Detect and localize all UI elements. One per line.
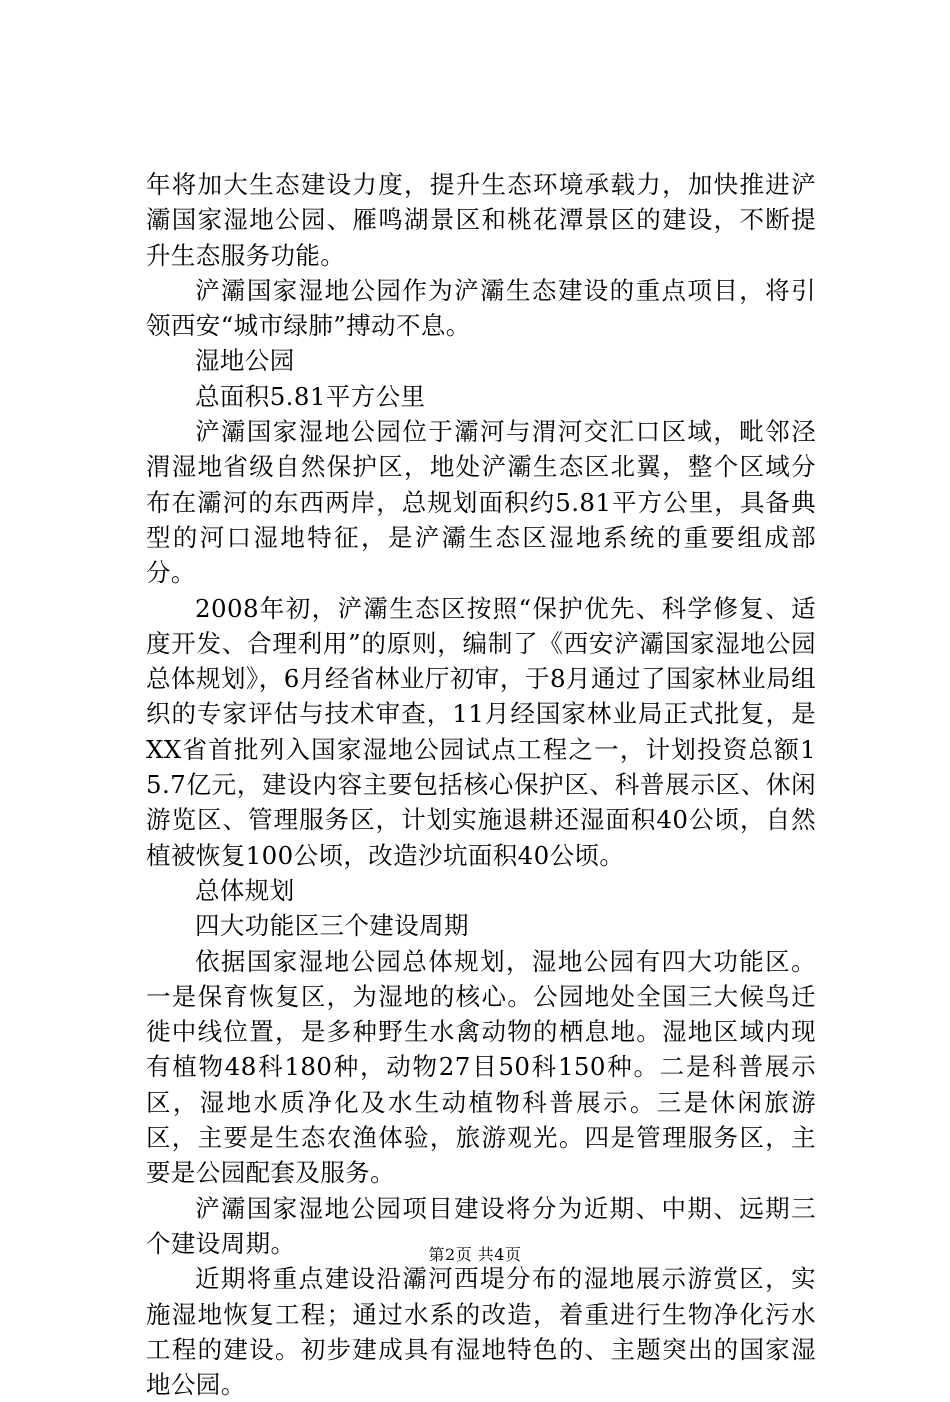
subheading-four-zones: 四大功能区三个建设周期 (195, 911, 469, 941)
page-footer: 第2页 共4页 (428, 1245, 522, 1264)
paragraph-near-term: 近期将重点建设沿灞河西堤分布的湿地展示游赏区，实施湿地恢复工程；通过水系的改造，着重进行生物净化污水工程的建设。初步建成具有湿地特色的、主题突出的国家湿地公园。 (146, 1264, 816, 1400)
paragraph-1: 年将加大生态建设力度，提升生态环境承载力，加快推进浐灞国家湿地公园、雁鸣湖景区和桃花潭景区的建设，不断提升生态服务功能。 (146, 170, 816, 270)
paragraph-2: 浐灞国家湿地公园作为浐灞生态建设的重点项目，将引领西安“城市绿肺”搏动不息。 (146, 275, 816, 341)
body-text (146, 167, 816, 1402)
paragraph-planning-history: 2008年初，浐灞生态区按照“保护优先、科学修复、适度开发、合理利用”的原则，编制了《西安浐灞国家湿地公园总体规划》，6月经省林业厅初审，于8月通过了国家林业局组织的专家评估与技术审查，11月经国家林业局正式批复，是XX省首批列入国家湿地公园试点工程之一，计划投资总额15.7亿元，建设内容主要包括核心保护区、科普展示区、休闲游览区、管理服务区，计划实施退耕还湿面积40公顷，自然植被恢复100公顷，改造沙坑面积40公顷。 (146, 593, 816, 870)
subheading-total-area: 总面积5.81平方公里 (195, 381, 426, 411)
section-heading-overall-plan: 总体规划 (195, 875, 295, 905)
paragraph-functional-zones: 依据国家湿地公园总体规划，湿地公园有四大功能区。一是保育恢复区，为湿地的核心。公园地处全国三大候鸟迁徙中线位置，是多种野生水禽动物的栖息地。湿地区域内现有植物48科180种，动物27目50科150种。二是科普展示区，湿地水质净化及水生动植物科普展示。三是休闲旅游区，主要是生态农渔体验，旅游观光。四是管理服务区，主要是公园配套及服务。 (146, 946, 816, 1188)
paragraph-construction-periods: 浐灞国家湿地公园项目建设将分为近期、中期、远期三个建设周期。 (146, 1193, 816, 1258)
paragraph-location: 浐灞国家湿地公园位于灞河与渭河交汇口区域，毗邻泾渭湿地省级自然保护区，地处浐灞生态区北翼，整个区域分布在灞河的东西两岸，总规划面积约5.81平方公里，具备典型的河口湿地特征，是浐灞生态区湿地系统的重要组成部分。 (146, 417, 816, 588)
section-heading-wetland-park: 湿地公园 (195, 346, 295, 376)
